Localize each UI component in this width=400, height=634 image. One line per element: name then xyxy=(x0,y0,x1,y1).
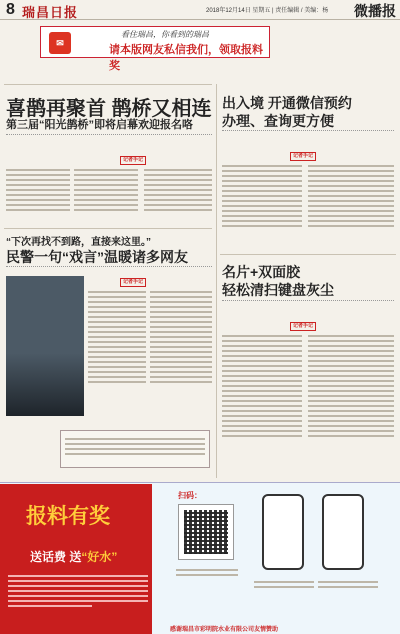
section-title: 微播报 xyxy=(354,3,396,19)
ad-big-prefix: 报料有 xyxy=(26,505,89,528)
phone-screenshot-2 xyxy=(322,494,364,570)
right-headline1-main: 办理、查询更方便 xyxy=(222,113,334,129)
phone-caption-2 xyxy=(318,578,378,598)
ad-big-title xyxy=(26,500,110,530)
ad-big-highlight: 奖 xyxy=(89,505,110,528)
date-line: 2018年12月14日 星期五 | 责任编辑 / 美编：杨 xyxy=(206,8,329,14)
phone-screenshot-1 xyxy=(262,494,304,570)
notice-box xyxy=(60,430,210,468)
ad-slogan xyxy=(30,548,117,565)
lead-headline: 喜鹊再聚首 鹊桥又相连 xyxy=(6,98,212,120)
story-photo xyxy=(6,276,84,416)
second-byline xyxy=(6,266,212,270)
right-headline2-main: 轻松清扫键盘灰尘 xyxy=(222,282,334,298)
column-divider xyxy=(216,84,217,478)
second-tag: 记者手记 xyxy=(120,278,146,287)
lead-byline xyxy=(6,134,212,138)
lead-body-col3 xyxy=(144,166,212,224)
masthead: 瑞昌日报 xyxy=(22,5,79,20)
right-body1-col1 xyxy=(222,162,302,248)
divider xyxy=(220,254,396,255)
page-header xyxy=(0,0,400,20)
phone-caption-1 xyxy=(254,578,314,598)
ad-slogan-prefix: 送话费 送 xyxy=(30,550,82,564)
divider xyxy=(4,84,212,85)
wechat-icon: ✉ xyxy=(49,32,71,54)
right-body2-col2 xyxy=(308,332,394,472)
lead-tag: 记者手记 xyxy=(120,156,146,165)
wechat-banner[interactable] xyxy=(40,26,270,72)
right-body1-col2 xyxy=(308,162,394,248)
right-byline1 xyxy=(222,130,394,134)
lead-body-col1 xyxy=(6,166,70,224)
banner-line2: 请本版网友私信我们，领取报料奖 xyxy=(109,44,263,72)
right-headline2-top: 名片+双面胶 xyxy=(222,264,301,280)
lead-subheadline: 第三届“阳光鹊桥”即将启幕欢迎报名咯 xyxy=(6,119,193,131)
right-tag1: 记者手记 xyxy=(290,152,316,161)
qr-label: 扫码： xyxy=(178,491,202,500)
banner-line1: 看住瑞昌，你看到的瑞昌 xyxy=(121,30,209,39)
page-number: 8 xyxy=(6,1,15,18)
second-body-col2 xyxy=(150,288,212,416)
ad-slogan-highlight: “好水” xyxy=(81,550,118,564)
second-headline-top: “下次再找不到路，直接来这里。” xyxy=(6,237,151,248)
right-tag2: 记者手记 xyxy=(290,322,316,331)
qr-caption xyxy=(176,566,238,582)
second-body-col1 xyxy=(88,288,146,416)
second-headline-main: 民警一句“戏言”温暖诸多网友 xyxy=(6,249,188,265)
qr-code[interactable] xyxy=(178,504,234,560)
right-body2-col1 xyxy=(222,332,302,472)
right-byline2 xyxy=(222,300,394,304)
lead-body-col2 xyxy=(74,166,138,224)
ad-footer: 感谢瑞昌市彩明院水业有限公司友情赞助 xyxy=(170,627,279,633)
divider xyxy=(4,228,212,229)
right-headline1-top: 出入境 开通微信预约 xyxy=(222,95,352,111)
ad-body-text xyxy=(8,572,148,610)
